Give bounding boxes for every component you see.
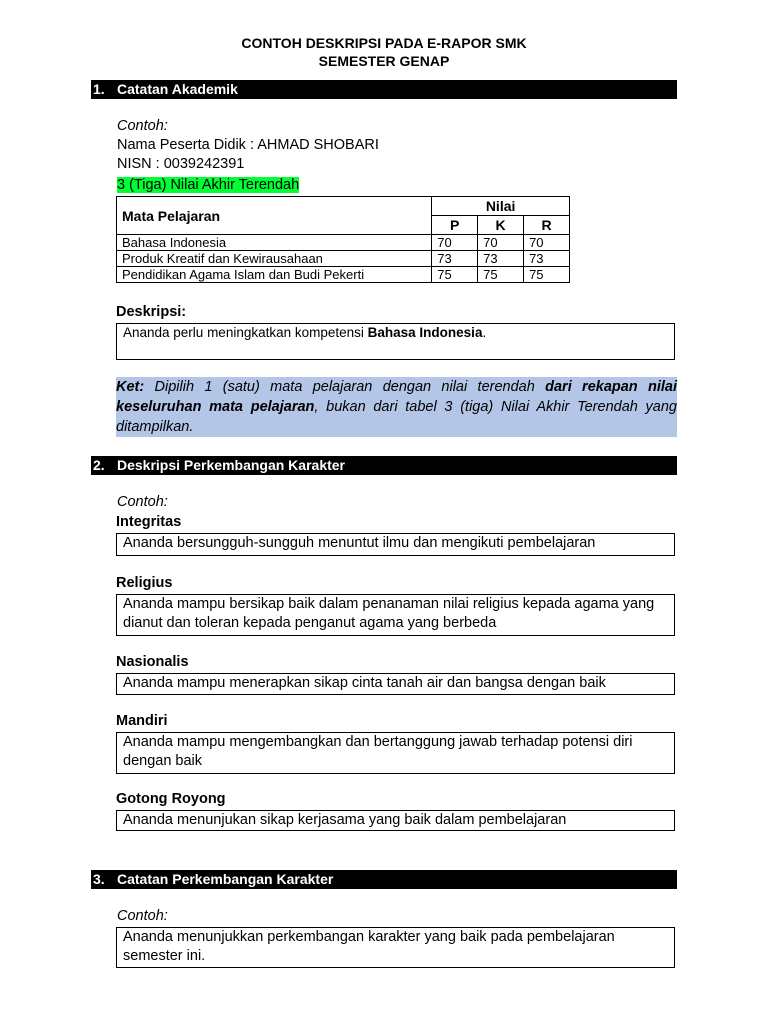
table-row bbox=[117, 235, 570, 251]
table-header-r: R bbox=[524, 216, 570, 235]
document-title-line2: SEMESTER GENAP bbox=[318, 53, 450, 69]
character-label-religius: Religius bbox=[116, 575, 173, 591]
document-title-line1: CONTOH DESKRIPSI PADA E-RAPOR SMK bbox=[241, 35, 527, 51]
section-3-box: Ananda menunjukkan perkembangan karakter yang baik pada pembelajaran semester ini. bbox=[116, 927, 675, 968]
table-cell-k: 75 bbox=[478, 267, 524, 283]
section-3-number: 3. bbox=[93, 871, 105, 887]
table-header-p: P bbox=[432, 216, 478, 235]
table-header-k: K bbox=[478, 216, 524, 235]
table-row bbox=[117, 267, 570, 283]
table-cell-subject: Bahasa Indonesia bbox=[117, 235, 432, 251]
table-cell-k: 73 bbox=[478, 251, 524, 267]
section-3-contoh: Contoh: bbox=[117, 908, 168, 924]
table-cell-k: 70 bbox=[478, 235, 524, 251]
section-1-title: Catatan Akademik bbox=[117, 81, 238, 97]
ket-text-2: , bukan dari tabel 3 (tiga) Nilai Akhir Terendah yang ditampilkan. bbox=[116, 399, 677, 435]
deskripsi-subject: Bahasa Indonesia bbox=[367, 325, 483, 340]
character-label-mandiri: Mandiri bbox=[116, 713, 168, 729]
section-2-contoh: Contoh: bbox=[117, 494, 168, 510]
section-3-title: Catatan Perkembangan Karakter bbox=[117, 871, 334, 887]
deskripsi-suffix: . bbox=[482, 325, 487, 340]
character-box-gotong-royong: Ananda menunjukan sikap kerjasama yang baik dalam pembelajaran bbox=[116, 810, 675, 831]
lowest-grades-heading: 3 (Tiga) Nilai Akhir Terendah bbox=[117, 177, 300, 193]
table-cell-p: 70 bbox=[432, 235, 478, 251]
grades-table bbox=[116, 196, 570, 283]
section-1-number: 1. bbox=[93, 81, 105, 97]
student-name: Nama Peserta Didik : AHMAD SHOBARI bbox=[117, 137, 379, 153]
table-cell-p: 73 bbox=[432, 251, 478, 267]
ket-text-bold: dari rekapan nilai keseluruhan mata pelajaran bbox=[116, 379, 678, 415]
deskripsi-box bbox=[116, 323, 675, 360]
character-label-gotong-royong: Gotong Royong bbox=[116, 791, 226, 807]
character-label-integritas: Integritas bbox=[116, 514, 182, 530]
table-cell-r: 70 bbox=[524, 235, 570, 251]
ket-note bbox=[116, 377, 677, 437]
section-1-header bbox=[91, 80, 677, 99]
ket-label: Ket: bbox=[116, 379, 145, 395]
table-cell-r: 75 bbox=[524, 267, 570, 283]
table-cell-subject: Produk Kreatif dan Kewirausahaan bbox=[117, 251, 432, 267]
deskripsi-prefix: Ananda perlu meningkatkan kompetensi bbox=[123, 325, 368, 340]
character-box-mandiri: Ananda mampu mengembangkan dan bertanggung jawab terhadap potensi diri dengan baik bbox=[116, 732, 675, 774]
section-1-contoh: Contoh: bbox=[117, 118, 168, 134]
table-cell-subject: Pendidikan Agama Islam dan Budi Pekerti bbox=[117, 267, 432, 283]
table-cell-r: 73 bbox=[524, 251, 570, 267]
character-label-nasionalis: Nasionalis bbox=[116, 654, 189, 670]
character-box-nasionalis: Ananda mampu menerapkan sikap cinta tanah air dan bangsa dengan baik bbox=[116, 673, 675, 695]
ket-text-1: Dipilih 1 (satu) mata pelajaran dengan nilai terendah bbox=[144, 379, 546, 395]
section-3-header bbox=[91, 870, 677, 889]
deskripsi-label: Deskripsi: bbox=[116, 304, 187, 320]
student-nisn: NISN : 0039242391 bbox=[117, 156, 245, 172]
table-header-nilai: Nilai bbox=[432, 197, 570, 216]
table-header-subject: Mata Pelajaran bbox=[117, 197, 432, 235]
character-box-religius: Ananda mampu bersikap baik dalam penanaman nilai religius kepada agama yang dianut dan toleran kepada penganut agama yang berbeda bbox=[116, 594, 675, 636]
table-cell-p: 75 bbox=[432, 267, 478, 283]
section-2-number: 2. bbox=[93, 457, 105, 473]
section-2-title: Deskripsi Perkembangan Karakter bbox=[117, 457, 345, 473]
character-box-integritas: Ananda bersungguh-sungguh menuntut ilmu dan mengikuti pembelajaran bbox=[116, 533, 675, 556]
section-2-header bbox=[91, 456, 677, 475]
table-row bbox=[117, 251, 570, 267]
